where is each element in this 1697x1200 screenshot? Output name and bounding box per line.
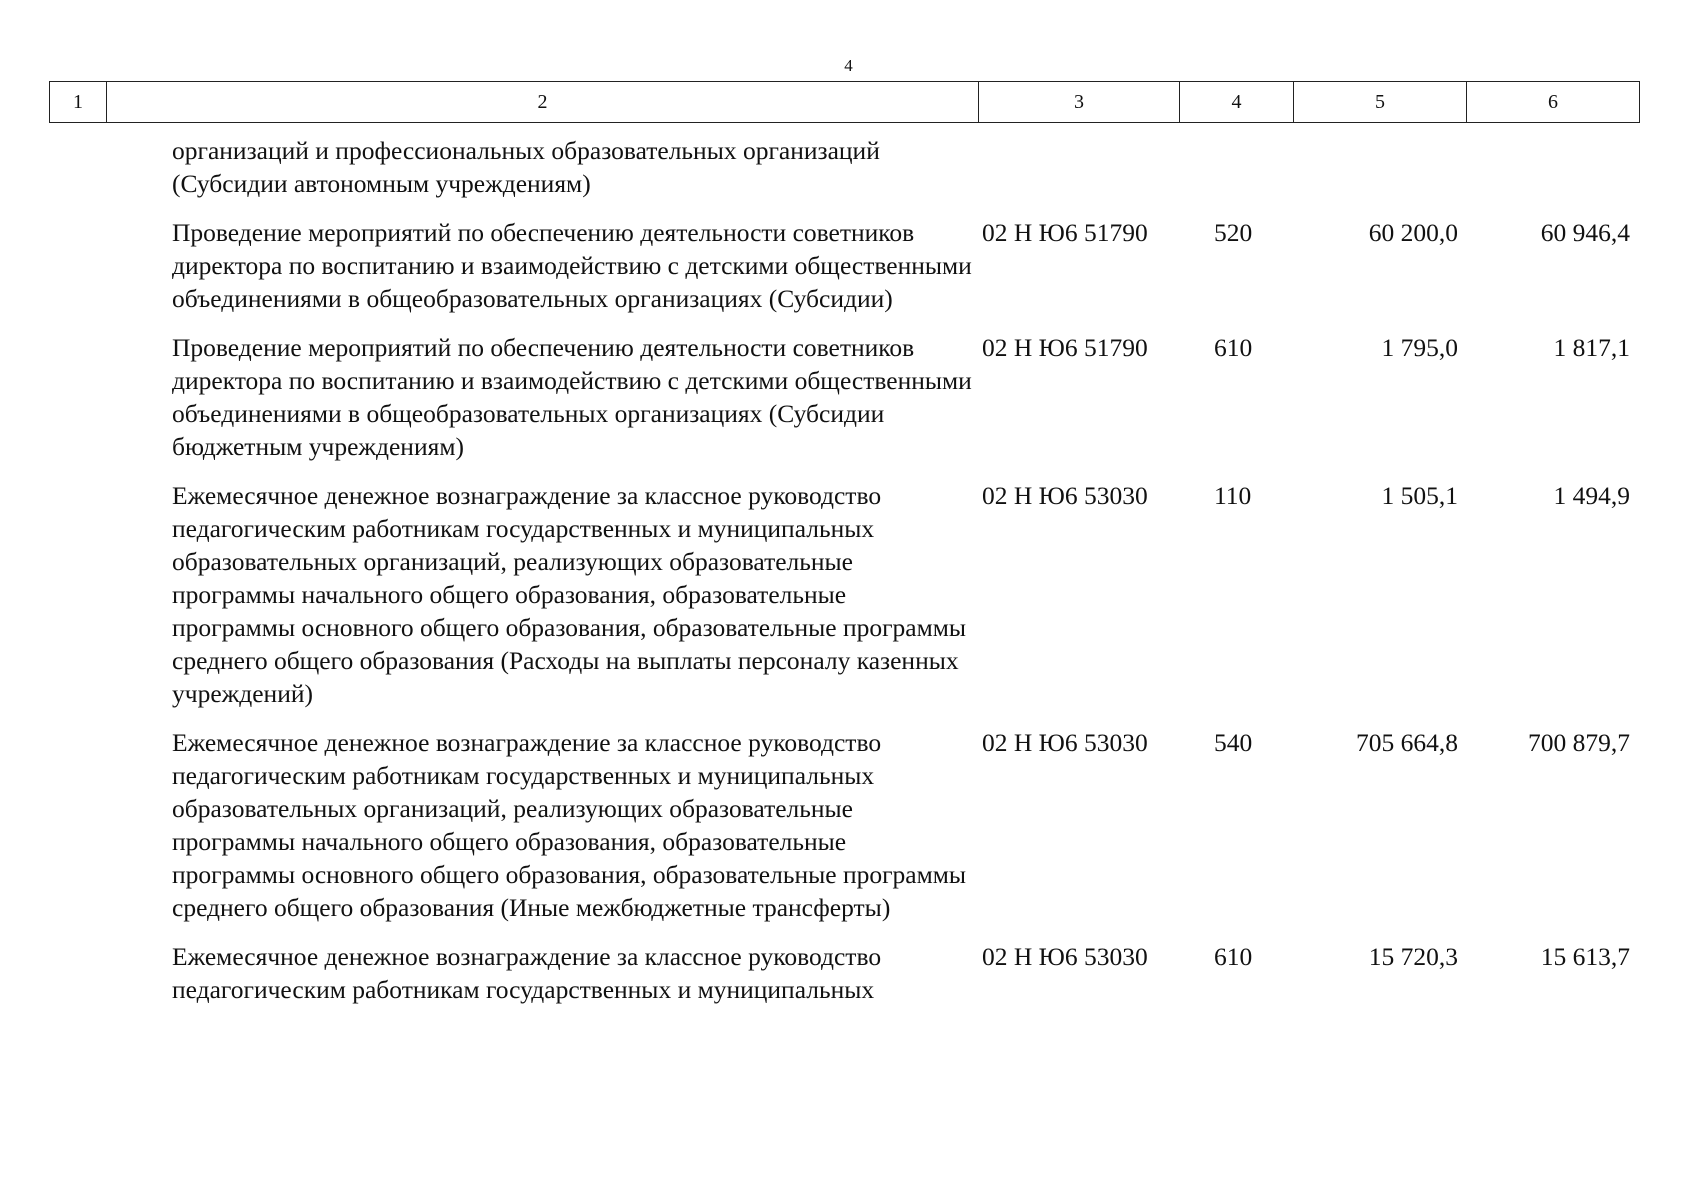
row-index-cell [49, 726, 106, 924]
row-index-cell [49, 940, 106, 1006]
table-body [49, 134, 1638, 1006]
row-type: 540 [1214, 728, 1253, 757]
table-row [49, 134, 1638, 200]
row-index-cell [49, 331, 106, 463]
table-row [49, 940, 1638, 1006]
row-type: 110 [1214, 481, 1252, 510]
row-value-6: 60 946,4 [1540, 218, 1630, 247]
row-description: Проведение мероприятий по обеспечению деятельности советников директора по воспитанию и взаимодействию с детскими общественными объединениями в общеобразовательных организациях (Субсидии) [172, 218, 972, 313]
row-value-6: 15 613,7 [1540, 942, 1630, 971]
table-row [49, 726, 1638, 924]
header-col-2: 2 [107, 82, 979, 122]
row-type: 610 [1214, 333, 1253, 362]
row-description: Ежемесячное денежное вознаграждение за классное руководство педагогическим работникам государственных и муниципальных [172, 942, 882, 1004]
row-code: 02 Н Ю6 51790 [982, 333, 1148, 362]
table-row [49, 479, 1638, 710]
row-value-6 [1466, 134, 1638, 200]
row-type [1179, 134, 1293, 200]
page-number: 4 [844, 56, 853, 75]
row-value-5: 705 664,8 [1356, 728, 1458, 757]
header-col-6: 6 [1548, 90, 1558, 113]
row-code: 02 Н Ю6 51790 [982, 218, 1148, 247]
row-description: Ежемесячное денежное вознаграждение за классное руководство педагогическим работникам государственных и муниципальных образовательных организаций, реализующих образовательные программы начального общего образования, образовательные программы основного общего образования, образовательные программы среднего общего образования (Расходы на выплаты персоналу казенных учреждений) [172, 481, 967, 708]
row-code: 02 Н Ю6 53030 [982, 481, 1148, 510]
row-value-6: 1 817,1 [1553, 333, 1630, 362]
row-index-cell [49, 479, 106, 710]
row-code: 02 Н Ю6 53030 [982, 942, 1148, 971]
row-description: Ежемесячное денежное вознаграждение за классное руководство педагогическим работникам государственных и муниципальных образовательных организаций, реализующих образовательные программы начального общего образования, образовательные программы основного общего образования, образовательные программы среднего общего образования (Иные межбюджетные трансферты) [172, 728, 967, 922]
row-value-5 [1293, 134, 1466, 200]
row-value-5: 60 200,0 [1368, 218, 1458, 247]
header-col-4: 4 [1180, 82, 1294, 122]
row-code: 02 Н Ю6 53030 [982, 728, 1148, 757]
row-description: организаций и профессиональных образовательных организаций (Субсидии автономным учреждениям) [172, 136, 880, 198]
row-value-5: 1 795,0 [1381, 333, 1458, 362]
header-col-1: 1 [50, 82, 107, 122]
row-index-cell [49, 134, 106, 200]
table-row [49, 331, 1638, 463]
row-type: 610 [1214, 942, 1253, 971]
row-value-5: 15 720,3 [1368, 942, 1458, 971]
row-description: Проведение мероприятий по обеспечению деятельности советников директора по воспитанию и взаимодействию с детскими общественными объединениями в общеобразовательных организациях (Субсидии бюджетным учреждениям) [172, 333, 972, 461]
table-row [49, 216, 1638, 315]
row-index-cell [49, 216, 106, 315]
header-col-5: 5 [1294, 82, 1467, 122]
row-value-6: 700 879,7 [1528, 728, 1630, 757]
header-col-3: 3 [979, 82, 1180, 122]
row-value-6: 1 494,9 [1553, 481, 1630, 510]
row-type: 520 [1214, 218, 1253, 247]
row-code [978, 134, 1179, 200]
row-value-5: 1 505,1 [1381, 481, 1458, 510]
table-header [49, 81, 1640, 123]
